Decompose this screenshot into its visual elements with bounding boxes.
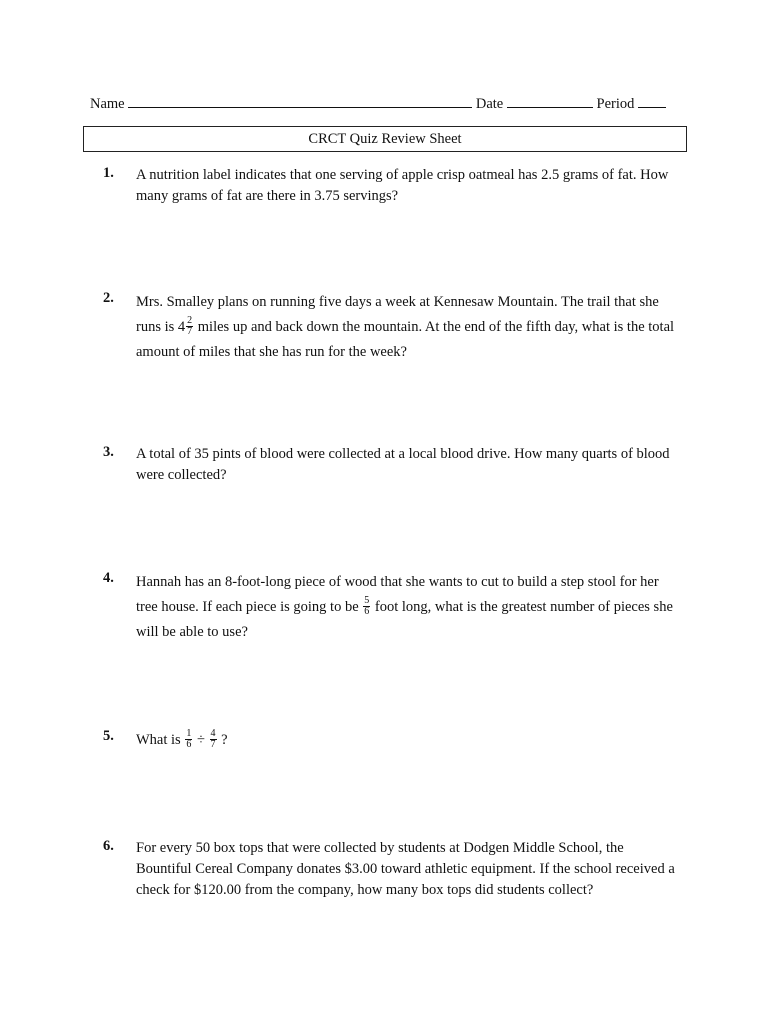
question-number: 5. bbox=[103, 728, 114, 744]
question-text bbox=[136, 570, 681, 645]
fraction-numerator: 2 bbox=[187, 315, 193, 327]
question-number: 2. bbox=[103, 290, 114, 306]
question-text-part: ? bbox=[217, 732, 228, 748]
date-field[interactable] bbox=[507, 93, 593, 108]
name-label: Name bbox=[90, 96, 125, 112]
question-text bbox=[136, 290, 681, 365]
question-text: For every 50 box tops that were collected by students at Dodgen Middle School, the Bountiful Cereal Company donates $3.00 toward athletic equipment. If the school received a check for $120.00 from the company, how many box tops did students collect? bbox=[136, 840, 675, 898]
date-label: Date bbox=[475, 96, 504, 112]
period-field[interactable] bbox=[638, 93, 666, 108]
question-number: 3. bbox=[103, 444, 114, 460]
fraction bbox=[185, 729, 192, 750]
name-field[interactable] bbox=[128, 93, 472, 108]
question-text-part: Hannah has an 8-foot-long piece of wood that she wants to cut to build a step stool for her tree house. If each piece is going to be bbox=[136, 574, 659, 615]
fraction bbox=[186, 316, 193, 337]
question-text bbox=[136, 728, 681, 753]
question-text-part: miles up and back down the mountain. At the end of the fifth day, what is the total amount of miles that she has run for the week? bbox=[136, 319, 675, 360]
fraction-numerator: 5 bbox=[364, 595, 370, 607]
division-operator: ÷ bbox=[193, 732, 209, 748]
fraction bbox=[210, 729, 217, 750]
question-text: A nutrition label indicates that one serving of apple crisp oatmeal has 2.5 grams of fat. How many grams of fat are there in 3.75 servings? bbox=[136, 167, 669, 204]
question-text-part: Mrs. Smalley plans on running five days a week at Kennesaw Mountain. The trail that she runs is 4 bbox=[136, 294, 659, 335]
fraction-numerator: 4 bbox=[210, 728, 216, 740]
question-text-part: What is bbox=[136, 732, 185, 748]
fraction bbox=[363, 596, 370, 617]
header-line bbox=[90, 93, 690, 114]
fraction-denominator: 6 bbox=[364, 606, 370, 618]
fraction-numerator: 1 bbox=[186, 728, 192, 740]
question-text: A total of 35 pints of blood were collected at a local blood drive. How many quarts of blood were collected? bbox=[136, 446, 670, 483]
period-label: Period bbox=[596, 96, 635, 112]
question-text-part: foot long, what is the greatest number of pieces she will be able to use? bbox=[136, 599, 673, 640]
fraction-denominator: 7 bbox=[210, 739, 216, 751]
fraction-denominator: 7 bbox=[187, 326, 193, 338]
question-number: 6. bbox=[103, 838, 114, 854]
page-title: CRCT Quiz Review Sheet bbox=[83, 126, 687, 152]
question-number: 4. bbox=[103, 570, 114, 586]
fraction-denominator: 6 bbox=[186, 739, 192, 751]
question-number: 1. bbox=[103, 165, 114, 181]
